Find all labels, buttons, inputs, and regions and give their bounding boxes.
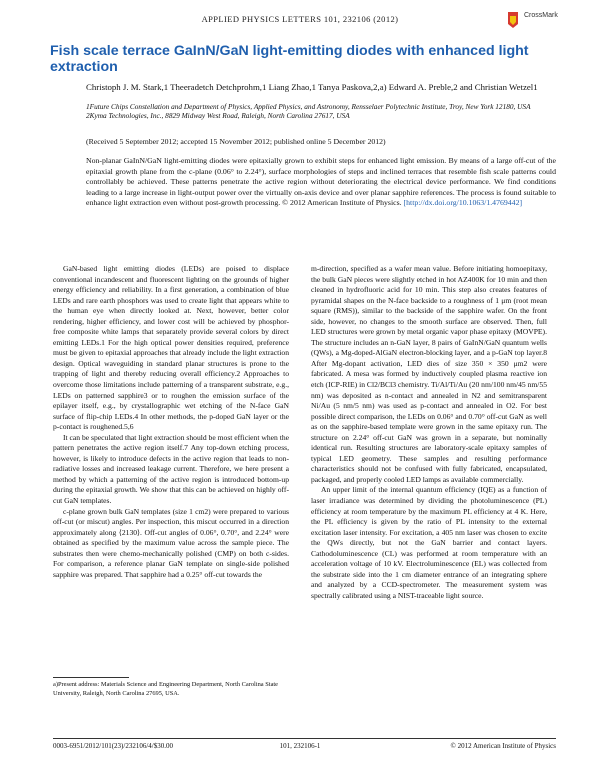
affiliation-2: 2Kyma Technologies, Inc., 8829 Midway West Road, Raleigh, North Carolina 27617, USA <box>86 111 350 121</box>
footer-copyright: © 2012 American Institute of Physics <box>450 742 556 750</box>
abstract <box>86 156 556 209</box>
footnote-divider <box>53 677 129 678</box>
paragraph: GaN-based light emitting diodes (LEDs) are poised to displace conventional incandescent and fluorescent lighting on the grounds of higher energy efficiency and reliability. In a first generation, a combination of blue LEDs and rare earth phosphors was used to create light that appears white to the human eye when directly looked at. Next, however, better color rendering, higher efficiency, and lower cost will be achieved by phosphor-free composite white lamps that separately provide several colors by direct emitting LEDs.1 For the high optical power densities required, preference must be given to epitaxial approaches that already include the light extraction design. Optical waveguiding in standard planar structures is prone to the trapping of light and thereby reducing overall efficiency.2 Approaches to overcome those limitations include patterning of a transparent substrate, e.g., LEDs on patterned sapphire3 or to roughen the emission surface of the epilayer itself, e.g., by crystallographic wet etching of the N-face GaN surface of flip-chip LEDs.4 In other methods, the p-doped GaN layer or the p-contact is roughened.5,6 <box>53 264 289 432</box>
crossmark-icon <box>506 10 520 30</box>
paragraph: An upper limit of the internal quantum efficiency (IQE) as a function of laser irradiance was determined by dividing the photoluminescence (PL) efficiency at room temperature by the maximum PL efficiency at 4 K. Here, the PL efficiency is given by the ratio of PL intensity to the external excitation laser intensity. For excitation, a 405 nm laser was chosen to excite the QWs directly, but not the GaN barrier and contact layers. Cathodoluminescence (CL) was performed at room temperature with an acceleration voltage of 10 kV. Electroluminescence (EL) was collected from the substrate side into the 1 cm diameter entrance of an integrating sphere and analyzed by a CCD-spectrometer. The measurement system was spectrally calibrated using a NIST-traceable light source. <box>311 485 547 600</box>
journal-header: APPLIED PHYSICS LETTERS 101, 232106 (2012) <box>201 14 399 24</box>
paragraph: m-direction, specified as a wafer mean value. Before initiating homoepitaxy, the bulk GaN pieces were slightly etched in hot AZ400K for 10 min and then cleaned in hydrofluoric acid for 10 min. This step also creates features of pyramidal shapes on the N-face backside to a roughness of 1 μm (root mean square (RMS)), similar to the backside of the sapphire wafer. On the front side, however, no changes to the smooth surface are observed. Then, full LED structures were grown by metal organic vapor phase epitaxy (MOVPE). The structure includes an n-GaN layer, 8 pairs of GaInN/GaN quantum wells (QWs), a Mg-doped-AlGaN electron-blocking layer, and a p-GaN top layer.8 After Mg-dopant activation, LED dies of size 350 × 350 μm2 were fabricated. A mesa was formed by inductively coupled plasma reactive ion etch (ICP-RIE) in Cl2/BCl3 chemistry. Ti/Al/Ti/Au (20 nm/100 nm/45 nm/55 nm) was deposited as n-contact and annealed in N2 and semitransparent Ni/Au (5 nm/5 nm) was used as p-contact and annealed in O2. For best possible direct comparison, the LEDs on 0.06° and 0.70° off-cut GaN as well as on the sapphire-based template were grown in the same epitaxy run. The structure on 2.24° off-cut GaN was grown in a separate, but nominally identical run. Resulting structures are laboratory-scale epitaxy samples of typical LED geometry. These samples and resulting performance characteristics should not be confused with fully fabricated, encapsulated, packaged, and properly cooled LED lamps as available commercially. <box>311 264 547 484</box>
paragraph: c-plane grown bulk GaN templates (size 1 cm2) were prepared to various off-cut (or miscut) angles. Per inspection, this miscut occurred in a direction approximately along ⟨2130⟩. Off-cut angles of 0.06°, 0.70°, and 2.24° were obtained as specified by the maximum value across the sample piece. The substrates then were chemo-mechanically polished (CMP) on both c-sides. For comparison, a reference planar GaN template on single-side polished sapphire was prepared. That sapphire had a 0.25° off-cut towards the <box>53 506 289 579</box>
affiliation-1: 1Future Chips Constellation and Department of Physics, Applied Physics, and Astronomy, Rensselaer Polytechnic Institute, Troy, New York 12180, USA <box>86 102 531 111</box>
paragraph: It can be speculated that light extraction should be most efficient when the pattern penetrates the active region itself.7 Any top-down etching process, however, is likely to introduce defects in the active region that leads to non-radiative losses and increased leakage current. Therefore, we here present a method by which a patterning of the active region is introduced bottom-up during the epitaxial growth. We show that this can be achieved on highly off-cut GaN templates. <box>53 432 289 506</box>
body-column-left <box>53 264 289 580</box>
received-dates: (Received 5 September 2012; accepted 15 November 2012; published online 5 December 2012) <box>86 137 386 146</box>
author-list: Christoph J. M. Stark,1 Theeradetch Detchprohm,1 Liang Zhao,1 Tanya Paskova,2,a) Edward A. Preble,2 and Christian Wetzel1 <box>86 82 538 92</box>
logo-label: CrossMark <box>524 12 558 19</box>
body-column-right <box>311 264 547 602</box>
footer-divider <box>53 738 556 739</box>
doi-link[interactable]: [http://dx.doi.org/10.1063/1.4769442] <box>403 198 523 208</box>
abstract-text: Non-planar GaInN/GaN light-emitting diodes were epitaxially grown to exhibit steps for enhanced light emission. By means of a large off-cut of the epitaxial growth plane from the c-plane (0.06° to 2.24°), surface morphologies of steps and inclined terraces that resemble fish scale patterns could controllably be achieved. These patterns penetrate the active region without deteriorating the electrical device performance. We find conditions leading to a large increase in light-output power over the virtually on-axis device and over planar sapphire references. The process is found suitable to enhance light extraction even without post-growth processing. © 2012 American Institute of Physics. <box>86 156 556 208</box>
affiliations <box>86 102 556 120</box>
crossmark-logo[interactable] <box>506 6 578 36</box>
footer-issn: 0003-6951/2012/101(23)/232106/4/$30.00 <box>53 742 173 750</box>
footer-page-number: 101, 232106-1 <box>279 742 321 750</box>
footnote: a)Present address: Materials Science and Engineering Department, North Carolina State University, Raleigh, North Carolina 27695, USA. <box>53 681 279 697</box>
article-title: Fish scale terrace GaInN/GaN light-emitting diodes with enhanced light extraction <box>50 43 529 75</box>
